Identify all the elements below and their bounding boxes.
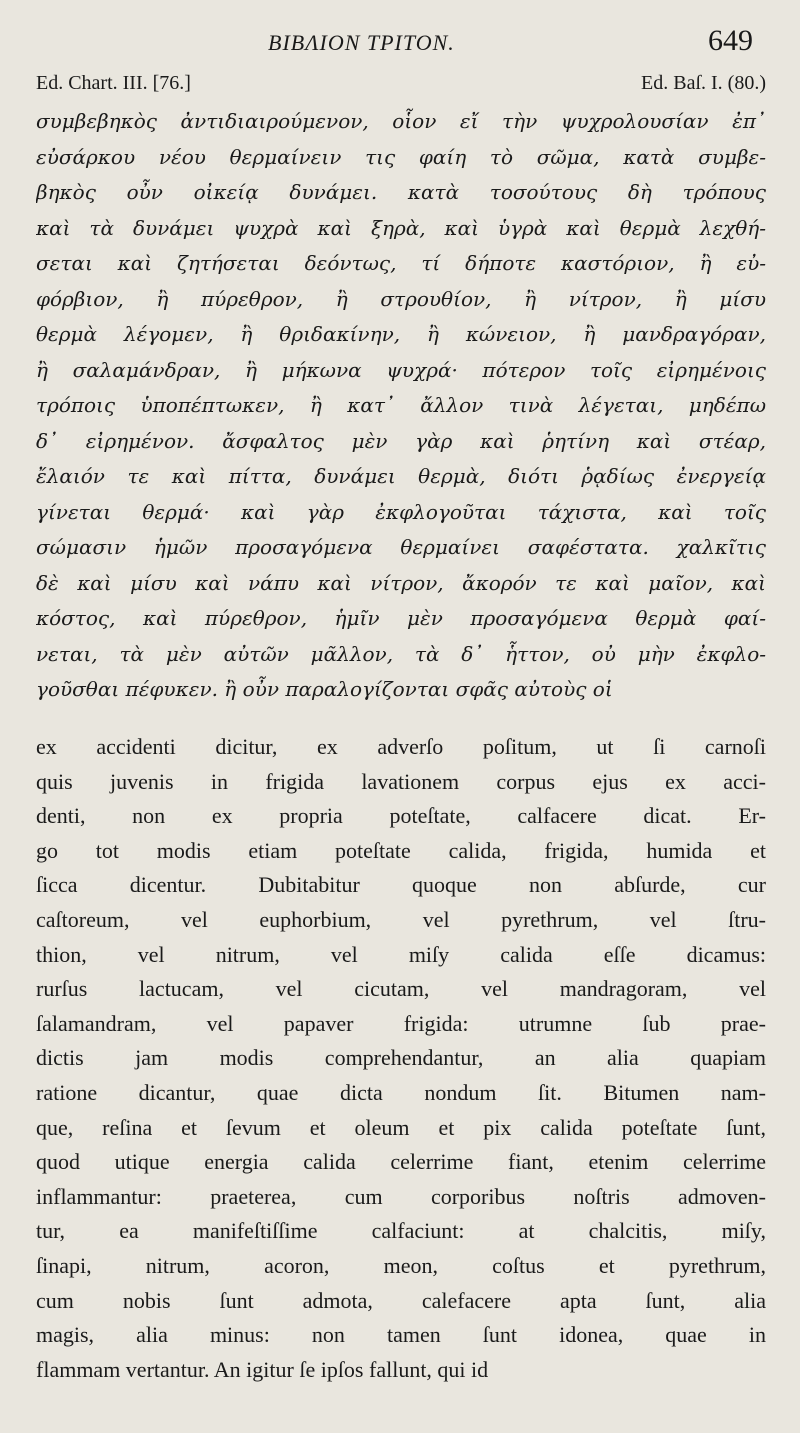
edition-reference-basel: Ed. Baſ. I. (80.) <box>641 72 766 94</box>
greek-text-line: τρόποις ὑποπέπτωκεν, ἢ κατ᾽ ἄλλον τινὰ λέγεται, μηδέπω <box>36 393 766 417</box>
greek-text-line: σώμασιν ἡμῶν προσαγόμενα θερμαίνει σαφέστατα. χαλκῖτις <box>36 535 766 559</box>
edition-reference-chartier: Ed. Chart. III. [76.] <box>36 72 191 94</box>
latin-text-line: go tot modis etiam poteſtate calida, frigida, humida et <box>36 837 766 863</box>
latin-text-line: dictis jam modis comprehendantur, an alia quapiam <box>36 1045 766 1071</box>
greek-text-line: καὶ τὰ δυνάμει ψυχρὰ καὶ ξηρὰ, καὶ ὑγρὰ καὶ θερμὰ λεχθή- <box>36 215 766 240</box>
latin-text-line: caſtoreum, vel euphorbium, vel pyrethrum, vel ſtru- <box>36 906 766 932</box>
latin-text-line: ſicca dicentur. Dubitabitur quoque non abſurde, cur <box>36 872 766 898</box>
latin-text-line: quod utique energia calida celerrime fiant, etenim celerrime <box>36 1149 766 1175</box>
latin-text-line: rurſus lactucam, vel cicutam, vel mandragoram, vel <box>36 976 766 1002</box>
greek-text-line: ἔλαιόν τε καὶ πίττα, δυνάμει θερμὰ, διότι ῥᾳδίως ἐνεργείᾳ <box>36 464 766 488</box>
greek-text-line: ἢ σαλαμάνδραν, ἢ μήκωνα ψυχρά· πότερον τοῖς εἰρημένοις <box>36 357 766 382</box>
greek-text-line: φόρβιον, ἢ πύρεθρον, ἢ στρουθίον, ἢ νίτρον, ἢ μίσυ <box>36 286 766 311</box>
latin-text-line: thion, vel nitrum, vel miſy calida eſſe dicamus: <box>36 941 766 967</box>
edition-reference-line <box>36 72 766 102</box>
latin-text-line: ex accidenti dicitur, ex adverſo poſitum, ut ſi carnoſi <box>36 734 766 759</box>
latin-text-line: inflammantur: praeterea, cum corporibus noſtris admoven- <box>36 1183 766 1209</box>
greek-text-block <box>36 104 766 708</box>
running-head <box>0 24 800 68</box>
greek-text-line: βηκὸς οὖν οἰκείᾳ δυνάμει. κατὰ τοσούτους δὴ τρόπους <box>36 180 766 204</box>
latin-text-block <box>36 730 766 1387</box>
latin-text-line: flammam vertantur. An igitur ſe ipſos fallunt, qui id <box>36 1356 489 1382</box>
greek-text-line: γίνεται θερμά· καὶ γὰρ ἐκφλογοῦται τάχιστα, καὶ τοῖς <box>36 499 766 524</box>
running-head-title: ΒΙΒΛΙΟΝ ΤΡΙΤΟΝ. <box>268 30 455 55</box>
greek-text-line: σεται καὶ ζητήσεται δεόντως, τί δήποτε καστόριον, ἢ εὐ- <box>36 251 766 275</box>
greek-text-line: δ᾽ εἰρημένον. ἄσφαλτος μὲν γὰρ καὶ ῥητίνη καὶ στέαρ, <box>36 428 766 453</box>
greek-text-line: θερμὰ λέγομεν, ἢ θριδακίνην, ἢ κώνειον, ἢ μανδραγόραν, <box>36 322 766 346</box>
greek-text-line: εὐσάρκου νέου θερμαίνειν τις φαίη τὸ σῶμα, κατὰ συμβε- <box>36 144 766 169</box>
latin-text-line: que, reſina et ſevum et oleum et pix calida poteſtate ſunt, <box>36 1114 766 1140</box>
greek-text-line: συμβεβηκὸς ἀντιδιαιρούμενον, οἷον εἴ τὴν ψυχρολουσίαν ἐπ᾽ <box>36 109 766 133</box>
greek-text-line: δὲ καὶ μίσυ καὶ νάπυ καὶ νίτρον, ἄκορόν τε καὶ μαῖον, καὶ <box>36 570 766 595</box>
page-number: 649 <box>708 24 753 57</box>
latin-text-line: quis juvenis in frigida lavationem corpus ejus ex acci- <box>36 768 766 794</box>
latin-text-line: tur, ea manifeſtiſſime calfaciunt: at chalcitis, miſy, <box>36 1218 766 1244</box>
greek-text-line: νεται, τὰ μὲν αὐτῶν μᾶλλον, τὰ δ᾽ ἧττον, οὐ μὴν ἐκφλο- <box>36 641 766 666</box>
greek-text-line: κόστος, καὶ πύρεθρον, ἡμῖν μὲν προσαγόμενα θερμὰ φαί- <box>36 606 766 630</box>
latin-text-line: ſinapi, nitrum, acoron, meon, coſtus et pyrethrum, <box>36 1252 766 1278</box>
latin-text-line: denti, non ex propria poteſtate, calfacere dicat. Er- <box>36 803 766 829</box>
latin-text-line: cum nobis ſunt admota, calefacere apta ſunt, alia <box>36 1287 766 1313</box>
greek-text-line: γοῦσθαι πέφυκεν. ἢ οὖν παραλογίζονται σφᾶς αὐτοὺς οἱ <box>36 677 613 701</box>
latin-text-line: magis, alia minus: non tamen ſunt idonea, quae in <box>36 1322 766 1348</box>
latin-text-line: ratione dicantur, quae dicta nondum ſit. Bitumen nam- <box>36 1079 766 1105</box>
latin-text-line: ſalamandram, vel papaver frigida: utrumne ſub prae- <box>36 1010 766 1036</box>
